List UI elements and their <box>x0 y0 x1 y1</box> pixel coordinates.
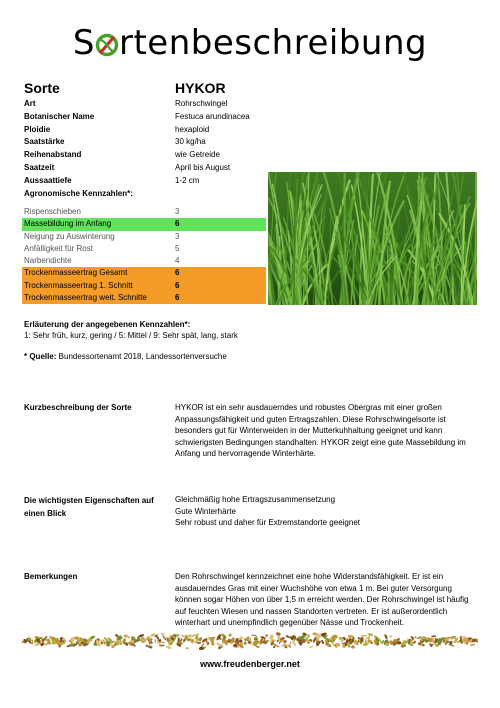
agro-row <box>22 243 266 255</box>
info-key: Saatzeit <box>24 162 55 172</box>
info-row <box>24 98 264 111</box>
variety-label: Sorte <box>24 80 60 96</box>
agro-key: Neigung zu Auswinterung <box>24 231 115 241</box>
info-key: Reihenabstand <box>24 150 82 160</box>
agro-row <box>22 255 266 267</box>
agro-value: 6 <box>175 280 180 290</box>
agro-key: Anfälligkeit für Rost <box>24 243 93 253</box>
info-key: Botanischer Name <box>24 111 95 121</box>
description-text: HYKOR ist ein sehr ausdauerndes und robustes Obergras mit einer großen Anpassungsfähigkeit und guten Ertragszahlen. Diese Rohrschwingelsorte ist besonders gut für Winterweiden in der Mutterkuhhaltung geeignet und kann schwierigsten Bedingungen standhalten. HYKOR zeigt eine gute Massebildung im Anfang und hervorragende Winterhärte. <box>175 403 466 458</box>
agro-key: Trockenmasseertrag Gesamt <box>24 268 128 278</box>
agro-row <box>22 231 266 243</box>
leaf-cross-icon <box>95 22 119 64</box>
legend-heading: Erläuterung der angegebenen Kennzahlen*: <box>24 320 191 329</box>
title-prefix: S <box>72 23 95 63</box>
source-note <box>24 352 227 361</box>
info-value: Rohrschwingel <box>175 99 228 108</box>
agro-value: 5 <box>175 243 180 253</box>
agro-row-highlighted <box>22 280 266 292</box>
legend-text: 1: Sehr früh, kurz, gering / 5: Mittel / 9: Sehr spät, lang, stark <box>24 331 238 340</box>
agro-key: Narbendichte <box>24 256 72 266</box>
info-value: 1-2 cm <box>175 175 200 185</box>
info-key: Saatstärke <box>24 137 65 147</box>
property-item: Gute Winterhärte <box>175 506 236 516</box>
agro-value: 6 <box>175 268 180 278</box>
remarks-label: Bemerkungen <box>24 572 78 581</box>
info-key: Art <box>24 99 36 108</box>
description-label: Kurzbeschreibung der Sorte <box>24 403 132 412</box>
agro-value: 4 <box>175 256 180 266</box>
agro-key: Rispenschieben <box>24 207 81 216</box>
source-text: Bundessortenamt 2018, Landessortenversuche <box>56 352 227 361</box>
grass-photo <box>268 172 477 305</box>
remarks-text: Den Rohrschwingel kennzeichnet eine hohe Widerstandsfähigkeit. Er ist ein ausdauerndes Gras mit einer Wuchshöhe von etwa 1 m. Bei guter Versorgung können sogar Höhen von über 1,5 m erreicht werden. Der Rohrschwingel ist häufig auf feuchten Wiesen und nassen Standorten vertreten. Er ist außerordentlich winterhart und unempfindlich gegenüber Nässe und Trockenheit. <box>175 572 469 627</box>
variety-name: HYKOR <box>175 80 226 96</box>
agro-table <box>22 206 266 304</box>
page-title <box>0 22 500 64</box>
agro-heading: Agronomische Kennzahlen*: <box>24 189 133 198</box>
seed-band-decoration <box>22 632 478 650</box>
info-value: 30 kg/ha <box>175 137 206 147</box>
info-row <box>24 162 264 175</box>
property-item: Sehr robust und daher für Extremstandorte geeignet <box>175 518 360 527</box>
info-value: April bis August <box>175 162 231 172</box>
properties-label: Die wichtigsten Eigenschaften auf einen Blick <box>24 496 154 518</box>
agro-key: Trockenmasseertrag weit. Schnitte <box>24 293 147 303</box>
info-value: wie Getreide <box>175 150 220 160</box>
agro-value: 3 <box>175 231 180 241</box>
info-row <box>24 111 264 124</box>
info-row <box>24 124 264 137</box>
info-row <box>24 136 264 149</box>
title-suffix: rtenbeschreibung <box>119 23 428 63</box>
info-key: Ploidie <box>24 124 51 134</box>
agro-row-highlighted <box>22 292 266 304</box>
agro-row <box>22 206 266 218</box>
footer-url: www.freudenberger.net <box>200 659 300 669</box>
info-table <box>24 98 264 188</box>
agro-value: 3 <box>175 207 180 216</box>
info-row <box>24 149 264 162</box>
properties-list <box>175 494 480 529</box>
info-row <box>24 175 264 188</box>
info-value: Festuca arundinacea <box>175 111 250 121</box>
agro-value: 6 <box>175 293 180 303</box>
agro-key: Trockenmasseertrag 1. Schnitt <box>24 280 133 290</box>
agro-row-highlighted <box>22 267 266 279</box>
info-value: hexaploid <box>175 124 210 134</box>
property-item: Gleichmäßig hohe Ertragszusammensetzung <box>175 495 336 504</box>
source-label: * Quelle: <box>24 352 57 361</box>
agro-key: Massebildung im Anfang <box>24 219 112 229</box>
agro-row-highlighted <box>22 218 266 230</box>
info-key: Aussaattiefe <box>24 175 72 185</box>
agro-value: 6 <box>175 219 180 229</box>
